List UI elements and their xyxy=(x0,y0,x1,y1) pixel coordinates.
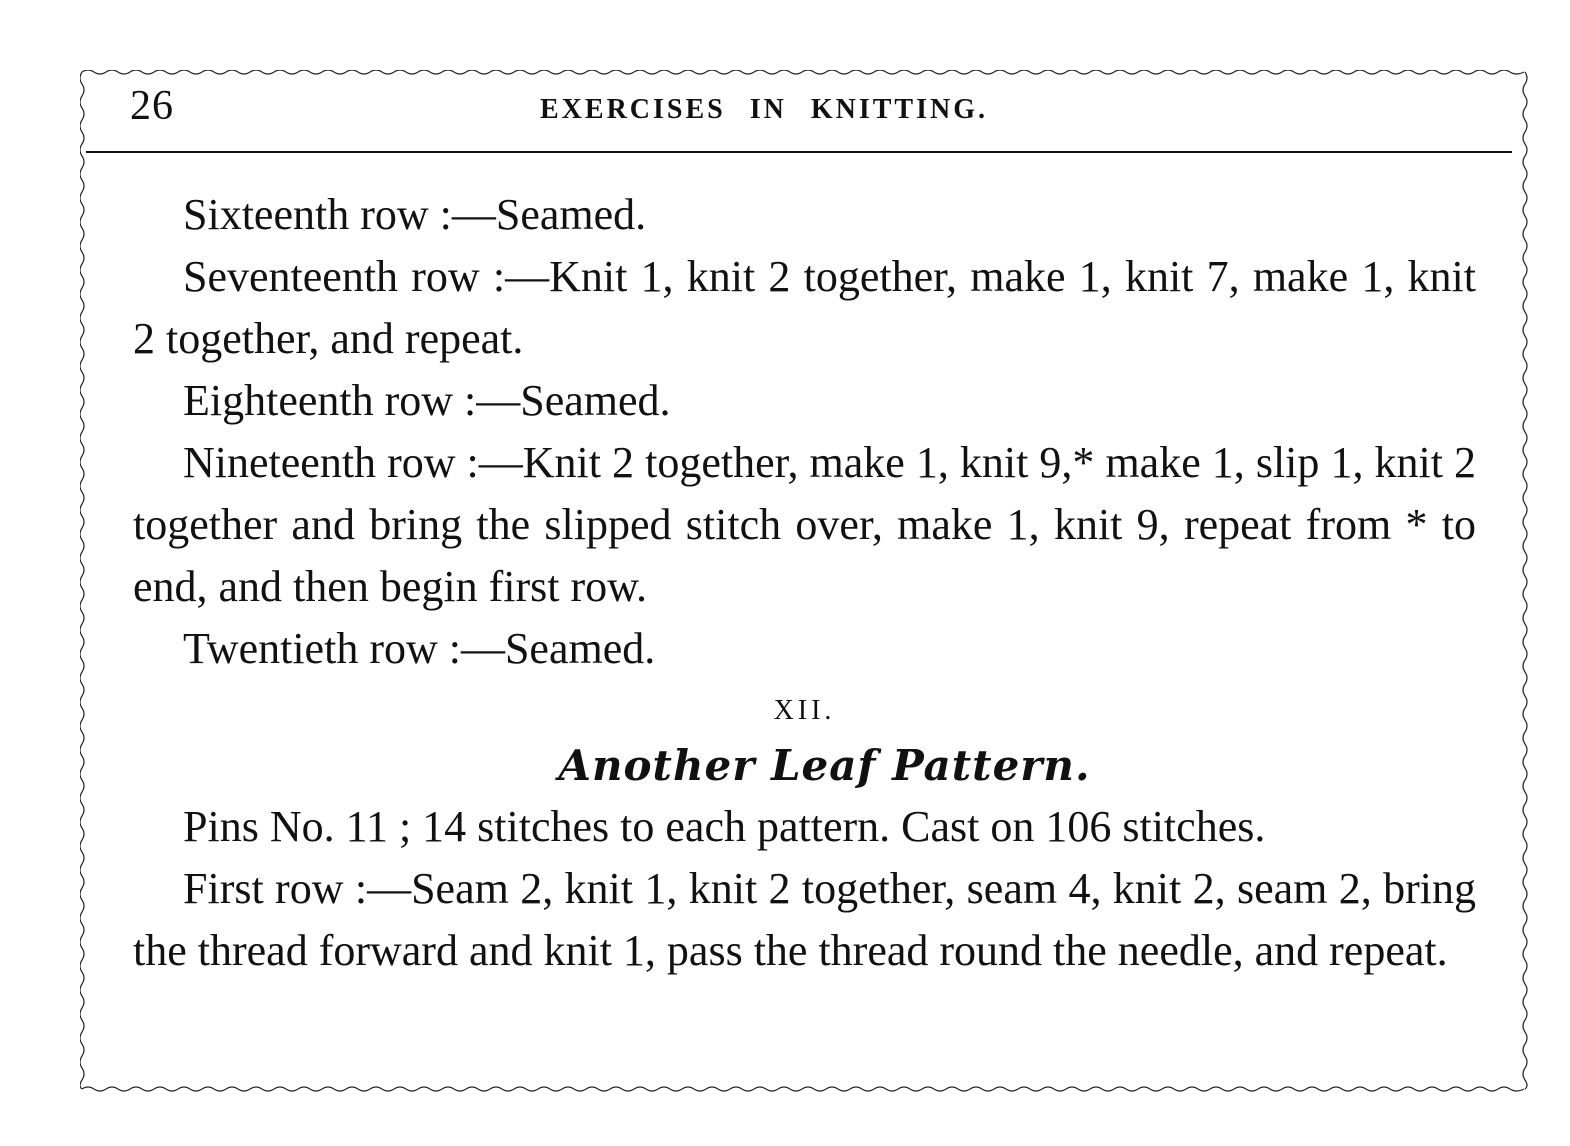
header-rule xyxy=(86,151,1512,153)
paragraph-nineteenth-row: Nineteenth row :—Knit 2 together, make 1, knit 9,* make 1, slip 1, knit 2 together and bring the slipped stitch over, make 1, knit 9, repeat from * to end, and then begin first row. xyxy=(133,438,1476,611)
section-title: Another Leaf Pattern. xyxy=(558,741,1091,790)
paragraph-twentieth-row: Twentieth row :—Seamed. xyxy=(183,624,656,673)
paragraph-sixteenth-row: Sixteenth row :—Seamed. xyxy=(183,190,647,239)
running-title: EXERCISES IN KNITTING. xyxy=(540,94,988,125)
page-number: 26 xyxy=(130,83,174,129)
paragraph-first-row: First row :—Seam 2, knit 1, knit 2 together, seam 4, knit 2, seam 2, bring the thread forward and knit 1, pass the thread round the needle, and repeat. xyxy=(133,864,1476,975)
section-number: XII. xyxy=(773,695,836,726)
body-text xyxy=(133,184,1476,982)
paragraph-seventeenth-row: Seventeenth row :—Knit 1, knit 2 together, make 1, knit 7, make 1, knit 2 together, and repeat. xyxy=(133,252,1476,363)
paragraph-eighteenth-row: Eighteenth row :—Seamed. xyxy=(183,376,671,425)
paragraph-pins: Pins No. 11 ; 14 stitches to each pattern. Cast on 106 stitches. xyxy=(183,802,1266,851)
